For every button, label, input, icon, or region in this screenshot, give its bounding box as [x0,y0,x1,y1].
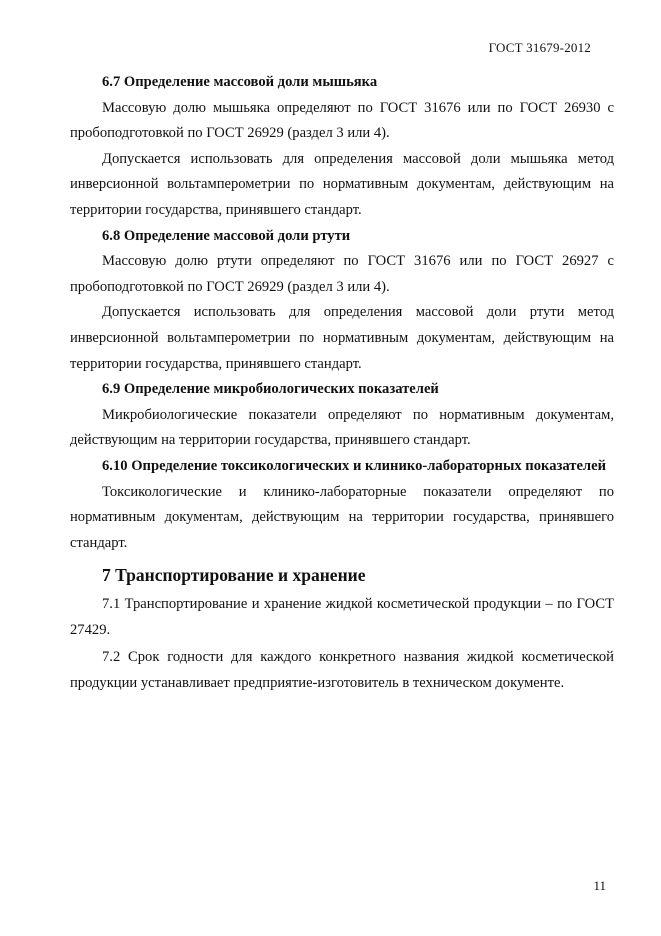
paragraph-6-8-1: Массовую долю ртути определяют по ГОСТ 31676 или по ГОСТ 26927 с пробоподготовкой по ГОСТ 26929 (раздел 3 или 4). [70,253,614,295]
paragraph-6-10-1: Токсикологические и клинико-лабораторные показатели определяют по нормативным документам, действующим на территории государства, принявшего стандарт. [70,483,614,551]
paragraph-7-1: 7.1 Транспортирование и хранение жидкой косметической продукции – по ГОСТ 27429. [70,596,614,638]
paragraph-6-7-2: Допускается использовать для определения массовой доли мышьяка метод инверсионной вольтамперометрии по нормативным документам, действующим на территории государства, принявшего стандарт. [70,150,614,218]
paragraph-6-8-2: Допускается использовать для определения массовой доли ртути метод инверсионной вольтамперометрии по нормативным документам, действующим на территории государства, принявшего стандарт. [70,304,614,372]
section-heading-6-10: 6.10 Определение токсикологических и клинико-лабораторных показателей [102,457,606,474]
chapter-heading-7: 7 Транспортирование и хранение [102,565,366,586]
section-heading-6-9: 6.9 Определение микробиологических показателей [102,381,439,398]
section-heading-6-7: 6.7 Определение массовой доли мышьяка [102,74,378,90]
paragraph-7-2: 7.2 Срок годности для каждого конкретного названия жидкой косметической продукции устанавливает предприятие-изготовитель в техническом документе. [70,649,614,692]
paragraph-6-7-1: Массовую долю мышьяка определяют по ГОСТ 31676 или по ГОСТ 26930 с пробоподготовкой по ГОСТ 26929 (раздел 3 или 4). [70,99,614,142]
paragraph-6-9-1: Микробиологические показатели определяют по нормативным документам, действующим на территории государства, принявшего стандарт. [70,406,614,449]
document-code-header: ГОСТ 31679-2012 [488,40,591,55]
section-heading-6-8: 6.8 Определение массовой доли ртути [102,227,351,244]
page-number: 11 [593,878,606,893]
document-body [70,70,614,697]
